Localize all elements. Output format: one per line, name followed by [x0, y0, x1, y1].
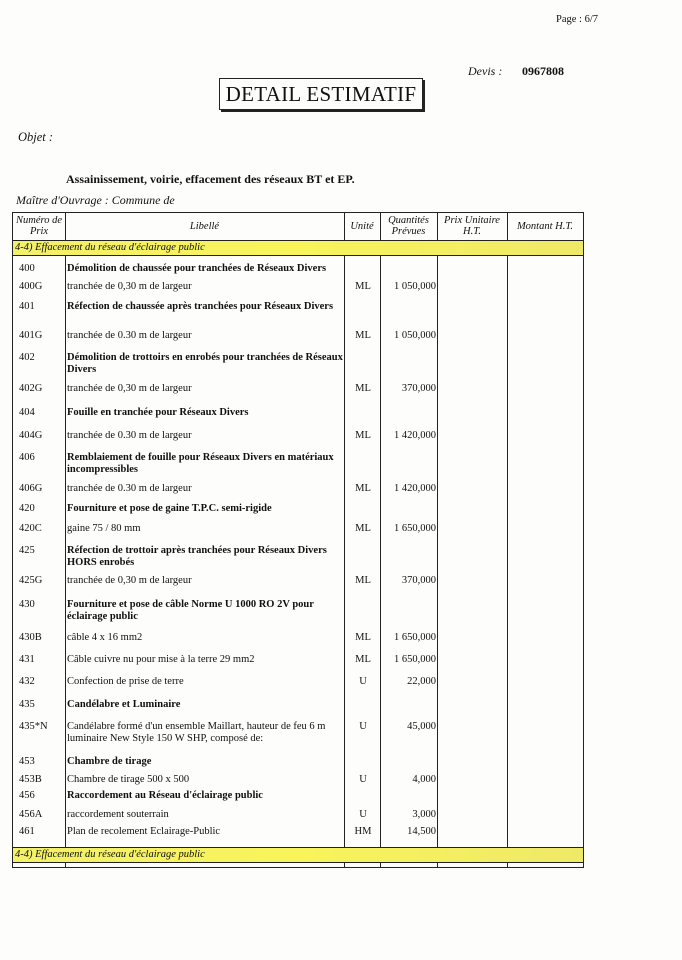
row-unit: ML [355, 632, 371, 643]
row-libelle: Réfection de trottoir après tranchées pour Réseaux Divers HORS enrobés [67, 545, 327, 568]
row-libelle: tranchée de 0,30 m de largeur [67, 383, 192, 394]
row-code: 404G [19, 430, 43, 441]
col-divider [507, 213, 508, 867]
row-libelle: Raccordement au Réseau d'éclairage public [67, 790, 263, 801]
row-quantity: 370,000 [401, 383, 436, 394]
row-quantity: 1 650,000 [394, 632, 436, 643]
row-divider [13, 240, 583, 241]
row-libelle: Démolition de trottoirs en enrobés pour tranchées de Réseaux Divers [67, 352, 343, 375]
row-quantity: 14,500 [407, 826, 436, 837]
row-unit: ML [355, 483, 371, 494]
row-code: 453B [19, 774, 42, 785]
row-code: 456 [19, 790, 35, 801]
row-code: 435*N [19, 721, 48, 732]
row-libelle: Candélabre et Luminaire [67, 699, 181, 710]
row-libelle: Câble cuivre nu pour mise à la terre 29 mm2 [67, 654, 255, 665]
row-quantity: 1 650,000 [394, 654, 436, 665]
header-unite: Unité [350, 220, 374, 232]
row-code: 432 [19, 676, 35, 687]
row-code: 400 [19, 263, 35, 274]
row-code: 400G [19, 281, 43, 292]
row-code: 420 [19, 503, 35, 514]
row-quantity: 370,000 [401, 575, 436, 586]
row-code: 430 [19, 599, 35, 610]
header-montant: Montant H.T. [516, 220, 574, 232]
row-quantity: 1 050,000 [394, 330, 436, 341]
estimate-table [12, 212, 584, 868]
row-libelle: Confection de prise de terre [67, 676, 184, 687]
row-unit: U [359, 721, 367, 732]
row-libelle: raccordement souterrain [67, 809, 169, 820]
row-code: 406 [19, 452, 35, 463]
row-quantity: 22,000 [407, 676, 436, 687]
row-unit: ML [355, 281, 371, 292]
header-numero: Numéro de Prix [16, 215, 62, 237]
project-description: Assainissement, voirie, effacement des réseaux BT et EP. [66, 172, 355, 186]
row-unit: HM [354, 826, 372, 837]
row-unit: ML [355, 523, 371, 534]
row-code: 425G [19, 575, 43, 586]
row-code: 431 [19, 654, 35, 665]
row-libelle: tranchée de 0,30 m de largeur [67, 281, 192, 292]
row-code: 425 [19, 545, 35, 556]
row-code: 401 [19, 301, 35, 312]
objet-label: Objet : [18, 130, 54, 144]
row-unit: ML [355, 575, 371, 586]
row-unit: U [359, 774, 367, 785]
maitre-ouvrage: Maître d'Ouvrage : Commune de [16, 193, 175, 207]
col-divider [380, 213, 381, 867]
header-prix-unitaire: Prix Unitaire H.T. [444, 215, 500, 237]
row-libelle: Chambre de tirage [67, 756, 152, 767]
col-divider [437, 213, 438, 867]
row-divider [13, 255, 583, 256]
row-libelle: Fourniture et pose de gaine T.P.C. semi-rigide [67, 503, 272, 514]
row-unit: U [359, 676, 367, 687]
page-number: Page : 6/7 [556, 14, 598, 25]
header-libelle: Libellé [189, 220, 220, 232]
row-code: 456A [19, 809, 43, 820]
row-unit: ML [355, 430, 371, 441]
devis-number: 0967808 [522, 64, 564, 78]
row-libelle: Remblaiement de fouille pour Réseaux Divers en matériaux incompressibles [67, 452, 334, 475]
row-code: 461 [19, 826, 35, 837]
row-libelle: tranchée de 0.30 m de largeur [67, 430, 192, 441]
row-libelle: tranchée de 0,30 m de largeur [67, 575, 192, 586]
row-libelle: Chambre de tirage 500 x 500 [67, 774, 190, 785]
row-libelle: Fourniture et pose de câble Norme U 1000 RO 2V pour éclairage public [67, 599, 314, 622]
row-code: 401G [19, 330, 43, 341]
document-title: DETAIL ESTIMATIF [219, 78, 423, 110]
row-code: 406G [19, 483, 43, 494]
row-unit: ML [355, 330, 371, 341]
row-libelle: Plan de recolement Eclairage-Public [67, 826, 221, 837]
row-quantity: 4,000 [412, 774, 436, 785]
row-quantity: 3,000 [412, 809, 436, 820]
row-code: 435 [19, 699, 35, 710]
row-libelle: Démolition de chaussée pour tranchées de Réseaux Divers [67, 263, 327, 274]
row-divider [13, 847, 583, 848]
devis-label: Devis : [468, 64, 503, 78]
section-title: 4-4) Effacement du réseau d'éclairage public [13, 240, 583, 255]
row-libelle: Réfection de chaussée après tranchées pour Réseaux Divers [67, 301, 334, 312]
row-code: 420C [19, 523, 42, 534]
header-quantites: Quantités Prévues [388, 215, 429, 237]
row-code: 404 [19, 407, 35, 418]
row-quantity: 1 650,000 [394, 523, 436, 534]
row-code: 453 [19, 756, 35, 767]
section-footer: 4-4) Effacement du réseau d'éclairage public [13, 847, 583, 862]
row-unit: ML [355, 383, 371, 394]
row-unit: U [359, 809, 367, 820]
row-divider [13, 862, 583, 863]
row-libelle: câble 4 x 16 mm2 [67, 632, 143, 643]
row-code: 430B [19, 632, 42, 643]
row-code: 402G [19, 383, 43, 394]
row-libelle: Fouille en tranchée pour Réseaux Divers [67, 407, 249, 418]
row-unit: ML [355, 654, 371, 665]
row-quantity: 45,000 [407, 721, 436, 732]
row-libelle: tranchée de 0.30 m de largeur [67, 330, 192, 341]
row-libelle: gaine 75 / 80 mm [67, 523, 141, 534]
row-quantity: 1 420,000 [394, 430, 436, 441]
row-quantity: 1 050,000 [394, 281, 436, 292]
row-libelle: tranchée de 0.30 m de largeur [67, 483, 192, 494]
row-quantity: 1 420,000 [394, 483, 436, 494]
row-code: 402 [19, 352, 35, 363]
col-divider [65, 213, 66, 867]
row-libelle: Candélabre formé d'un ensemble Maillart, hauteur de feu 6 m luminaire New Style 150 W SHP, composé de: [67, 721, 326, 744]
